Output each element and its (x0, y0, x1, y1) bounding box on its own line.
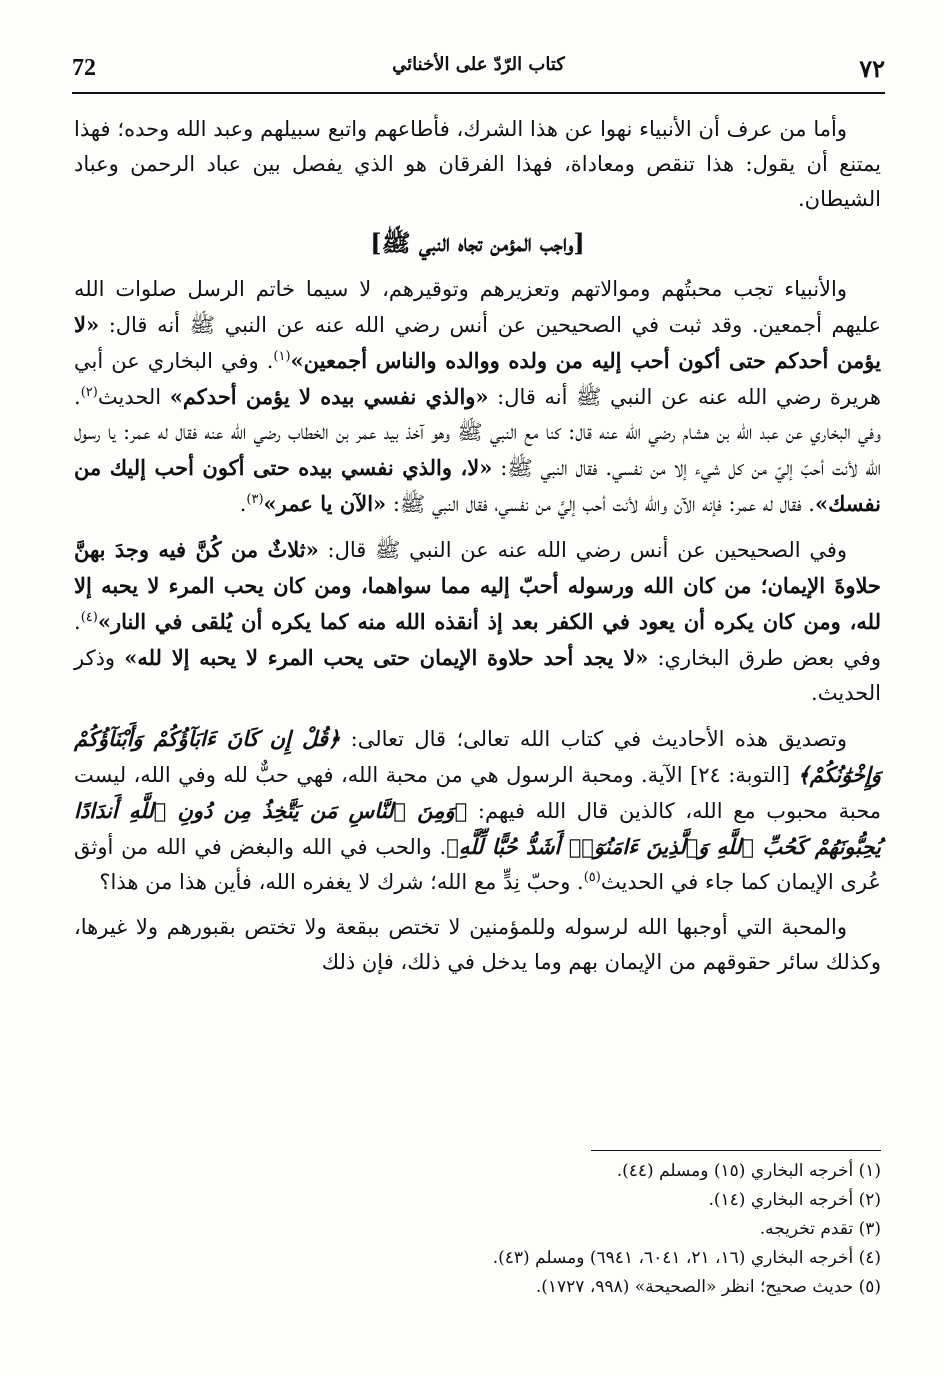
hadith-quote: «والذي نفسي بيده لا يؤمن أحدكم» (169, 384, 489, 409)
quran-verse: ﴿وَمِنَ ٱلنَّاسِ مَن يَتَّخِذُ مِن دُونِ ٱللَّهِ أَندَادًا يُحِبُّونَهُمْ كَحُبِّ ٱللَّهِ وَٱلَّذِينَ ءَامَنُوٓا۟ أَشَدُّ حُبًّا لِّلَّهِ﴾ (74, 798, 881, 859)
footnote-4: (٤) أخرجه البخاري (١٦، ٢١، ٦٠٤١، ٦٩٤١) ومسلم (٤٣). (492, 1248, 881, 1268)
paragraph-4 (74, 721, 881, 900)
hadith-quote: «ثلاثٌ من كُنَّ فيه وجدَ بهنَّ حلاوةَ الإيمان؛ من كان الله ورسوله أحبّ إليه مما سواهما، ومن كان يحب المرء لا يحبه إلا لله، ومن كان يكره أن يعود في الكفر بعد إذ أنقذه الله منه كما يكره أن يُلقى في النار» (74, 537, 881, 634)
text: وذكر الحديث. (74, 646, 881, 705)
footnote-rule (591, 1150, 881, 1151)
footnote-ref: (٢) (80, 385, 98, 400)
text: . وفي البخاري عن عبد الله بن هشام رضي الله عنه قال: كنا مع النبي ﷺ وهو آخذ بيد عمر بن الخطاب رضي الله عنه فقال له عمر: يا رسول الله لأنت أحبّ إليّ من كل شيء إلا من نفسي. فقال النبي ﷺ: (74, 385, 882, 480)
footnote-2: (٢) أخرجه البخاري (١٤). (708, 1190, 881, 1210)
text: . وحبّ نِدٍّ مع الله؛ شرك لا يغفره الله، فأين هذا من هذا؟ (99, 870, 584, 894)
section-heading: [واجب المؤمن تجاه النبي ﷺ] (370, 228, 585, 257)
paragraph-2 (74, 272, 881, 522)
hadith-quote: «لا يجد أحد حلاوة الإيمان حتى يحب المرء لا يحبه إلا لله» (124, 645, 649, 670)
footnotes (74, 1150, 881, 1302)
text: . والحب في الله والبغض في الله من أوثق عُرى الإيمان كما جاء في الحديث (74, 835, 881, 894)
text: وتصديق هذه الأحاديث في كتاب الله تعالى؛ قال تعالى: (340, 727, 848, 751)
footnote-1: (١) أخرجه البخاري (١٥) ومسلم (٤٤). (616, 1161, 881, 1181)
paragraph-1: وأما من عرف أن الأنبياء نهوا عن هذا الشرك، فأطاعهم واتبع سبيلهم وعبد الله وحده؛ فهذا يمتنع أن يقول: هذا تنقص ومعاداة، فهذا الفرقان هو الذي يفصل بين عباد الرحمن وعباد الشيطان. (74, 117, 881, 211)
footnote-ref: (٤) (80, 610, 98, 625)
paragraph-3 (74, 532, 881, 711)
footnote-ref: (٥) (583, 870, 601, 885)
footnote-ref: (٣) (246, 492, 264, 507)
paragraph-5: والمحبة التي أوجبها الله لرسوله وللمؤمنين لا تختص ببقعة ولا تختص بقبورهم ولا غيرها، وكذلك سائر حقوقهم من الإيمان بهم وما يدخل في ذلك، فإن ذلك (74, 915, 881, 974)
hadith-quote: «لا، والذي نفسي بيده حتى أكون أحب إليك من نفسك» (74, 455, 881, 516)
text: الحديث (97, 385, 170, 409)
footnote-3: (٣) تقدم تخريجه. (759, 1219, 881, 1239)
running-head (72, 44, 885, 94)
text: وفي الصحيحين عن أنس رضي الله عنه عن النبي ﷺ قال: (318, 538, 847, 562)
page-number-latin: 72 (72, 54, 96, 81)
text: . فقال له عمر: فإنه الآن والله لأنت أحب إليَّ من نفسي، فقال النبي ﷺ: (386, 492, 815, 516)
book-title: كتاب الرّدّ على الأخنائي (392, 54, 565, 75)
footnote-5: (٥) حديث صحيح؛ انظر «الصحيحة» (٩٩٨، ١٧٢٧). (535, 1277, 881, 1297)
hadith-quote: «الآن يا عمر» (263, 491, 387, 516)
main-text (74, 112, 881, 988)
footnote-ref: (١) (273, 349, 291, 364)
text: [التوبة: ٢٤] الآية. ومحبة الرسول هي من محبة الله، فهي حبٌّ لله وفي الله، ليست محبة محبوب مع الله، كالذين قال الله فيهم: (74, 763, 881, 823)
hadith-quote: «لا يؤمن أحدكم حتى أكون أحب إليه من ولده ووالده والناس أجمعين» (74, 312, 881, 373)
page-number-arabic: ٧٢ (859, 53, 885, 83)
text: . وفي البخاري عن أبي هريرة رضي الله عنه عن النبي ﷺ أنه قال: (74, 349, 881, 409)
text: والأنبياء تجب محبتُهم وموالاتهم وتعزيرهم وتوقيرهم، لا سيما خاتم الرسل صلوات الله عليهم أجمعين. وقد ثبت في الصحيحين عن أنس رضي الله عنه عن النبي ﷺ أنه قال: (74, 277, 881, 337)
text: . (239, 492, 247, 516)
quran-verse: ﴿قُلْ إِن كَانَ ءَابَآؤُكُمْ وَأَبْنَآؤُكُمْ وَإِخْوَٰنُكُمْ﴾ (74, 726, 881, 787)
text: . وفي بعض طرق البخاري: (74, 610, 881, 670)
